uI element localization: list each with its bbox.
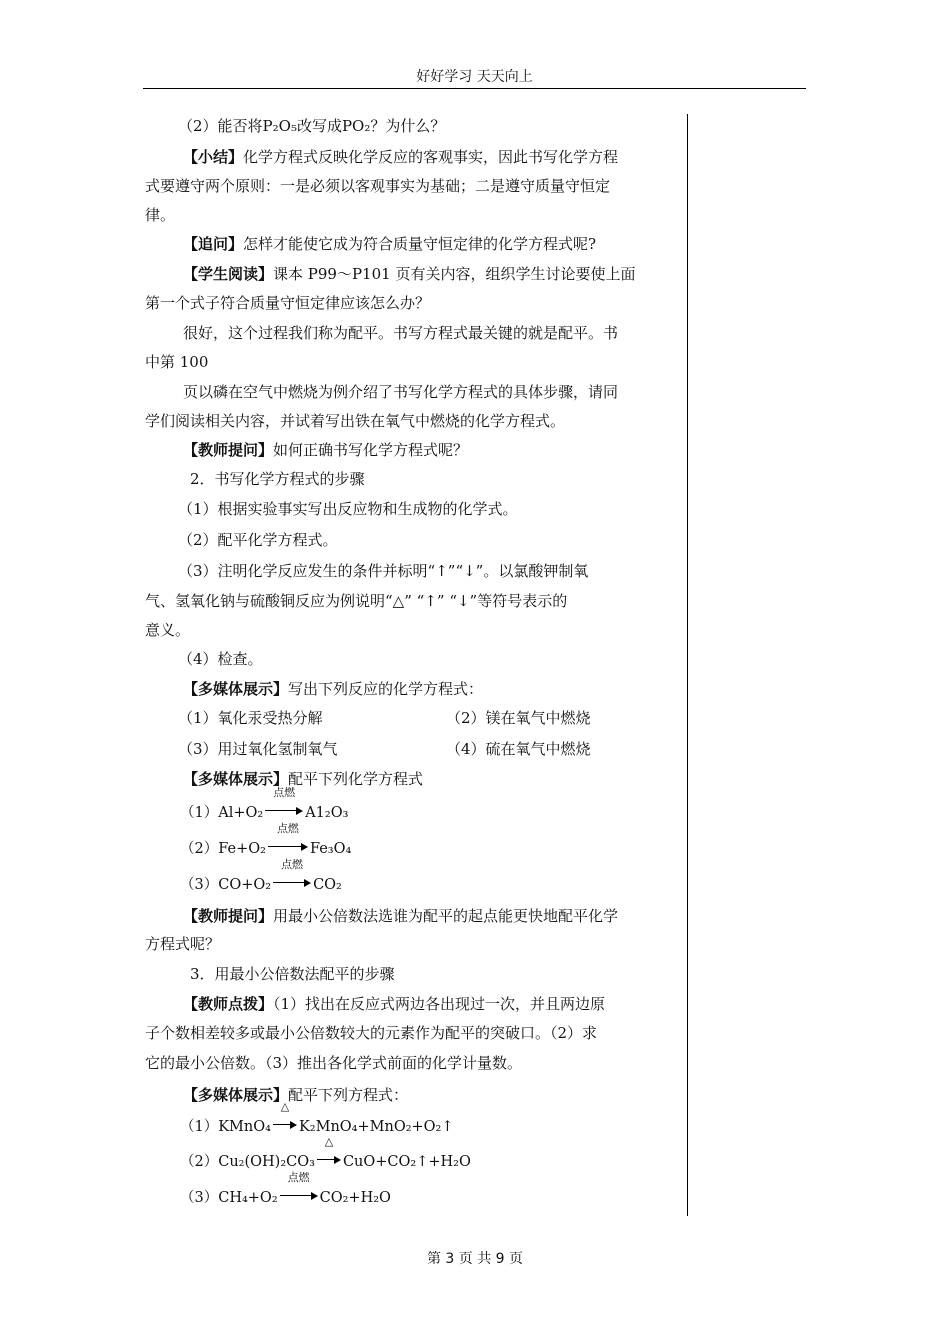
- exercise-4: （4）硫在氧气中燃烧: [446, 740, 591, 758]
- equation-co-o2-right: CO₂: [313, 877, 342, 893]
- teacher-guidance-line-2: 子个数相差较多或最小公倍数较大的元素作为配平的突破口。（2）求: [145, 1024, 598, 1042]
- equation-fe-o2-arrow: [268, 822, 308, 859]
- teacher-question-1-text: 如何正确书写化学方程式呢？: [273, 441, 469, 459]
- equation-al-o2: [180, 786, 349, 823]
- step-3-line-2: 气、氢氧化钠与硫酸铜反应为例说明“△” “↑” “↓”等符号表示的: [145, 592, 568, 610]
- teacher-guidance: [183, 994, 723, 1014]
- student-reading-text: 课本 P99～P101 页有关内容，组织学生讨论要使上面: [273, 265, 636, 283]
- header-rule: [143, 88, 806, 89]
- equation-cu2oh2co3-left: （2）Cu₂(OH)₂CO₃: [180, 1154, 315, 1170]
- followup-paragraph: [183, 234, 723, 254]
- multimedia-3-tag: 【多媒体展示】: [183, 1086, 289, 1104]
- teacher-question-1: [183, 440, 723, 460]
- equation-co-o2-arrow: [273, 858, 311, 895]
- equation-kmno4-right: K₂MnO₄+MnO₂+O₂↑: [298, 1119, 454, 1135]
- multimedia-3-text: 配平下列方程式：: [288, 1086, 409, 1104]
- equation-cu2oh2co3-condition: △: [324, 1135, 334, 1148]
- multimedia-2-text: 配平下列化学方程式: [288, 770, 424, 788]
- step-2: （2）配平化学方程式。: [178, 531, 338, 549]
- equation-ch4-o2-left: （3）CH₄+O₂: [180, 1190, 278, 1206]
- reaction-arrow-icon: [268, 843, 308, 851]
- equation-ch4-o2-arrow: [280, 1171, 318, 1208]
- multimedia-2-tag: 【多媒体展示】: [183, 770, 289, 788]
- page-header-title: 好好学习 天天向上: [416, 69, 533, 85]
- teacher-guidance-text: （1）找出在反应式两边各出现过一次，并且两边原: [273, 995, 606, 1013]
- section-heading-2: 2．书写化学方程式的步骤: [190, 470, 365, 488]
- equation-kmno4-arrow: [273, 1100, 297, 1137]
- step-4: （4）检查。: [178, 650, 263, 668]
- equation-cu2oh2co3-right: CuO+CO₂↑+H₂O: [342, 1154, 471, 1170]
- equation-ch4-o2-condition: 点燃: [287, 1171, 310, 1184]
- equation-co-o2: [180, 858, 342, 895]
- equation-fe-o2: [180, 822, 352, 859]
- summary-tag: 【小结】: [183, 148, 244, 166]
- summary-paragraph: [183, 147, 723, 167]
- followup-tag: 【追问】: [183, 235, 244, 253]
- reaction-arrow-icon: [265, 807, 303, 815]
- multimedia-3: [183, 1085, 723, 1105]
- exercise-3: （3）用过氧化氢制氧气: [178, 740, 338, 758]
- equation-al-o2-right: A1₂O₃: [305, 805, 349, 821]
- equation-ch4-o2-right: CO₂+H₂O: [319, 1190, 391, 1206]
- summary-line-3: 律。: [145, 206, 176, 224]
- student-reading-tag: 【学生阅读】: [183, 265, 274, 283]
- teacher-guidance-tag: 【教师点拨】: [183, 995, 274, 1013]
- equation-al-o2-condition: 点燃: [273, 786, 296, 799]
- equation-al-o2-left: （1）Al+O₂: [180, 805, 264, 821]
- step-3-line-3: 意义。: [145, 621, 191, 639]
- equation-kmno4-left: （1）KMnO₄: [180, 1119, 271, 1135]
- equation-fe-o2-condition: 点燃: [276, 822, 299, 835]
- teacher-question-2-line-2: 方程式呢？: [145, 935, 221, 953]
- reaction-arrow-icon: [280, 1192, 318, 1200]
- followup-text: 怎样才能使它成为符合质量守恒定律的化学方程式呢?: [243, 235, 597, 253]
- balancing-line-4: 学们阅读相关内容，并试着写出铁在氧气中燃烧的化学方程式。: [145, 412, 566, 430]
- equation-kmno4: [180, 1100, 454, 1137]
- reaction-arrow-icon: [317, 1156, 341, 1164]
- multimedia-1: [183, 679, 723, 699]
- exercise-1: （1）氧化汞受热分解: [178, 709, 323, 727]
- balancing-paragraph: 很好，这个过程我们称为配平。书写方程式最关键的就是配平。书: [183, 324, 619, 342]
- section-heading-3: 3．用最小公倍数法配平的步骤: [190, 965, 395, 983]
- page-number-footer: 第 3 页 共 9 页: [426, 1251, 524, 1267]
- equation-co-o2-left: （3）CO+O₂: [180, 877, 272, 893]
- equation-cu2oh2co3-arrow: [317, 1135, 341, 1172]
- student-reading-line-2: 第一个式子符合质量守恒定律应该怎么办？: [145, 294, 431, 312]
- step-1: （1）根据实验事实写出反应物和生成物的化学式。: [178, 500, 518, 518]
- equation-al-o2-arrow: [265, 786, 303, 823]
- teacher-question-2: [183, 906, 723, 926]
- exercise-2: （2）镁在氧气中燃烧: [446, 709, 591, 727]
- student-reading-paragraph: [183, 264, 723, 284]
- equation-ch4-o2: [180, 1171, 391, 1208]
- question-p2o5: （2）能否将P₂O₅改写成PO₂？为什么？: [178, 117, 446, 135]
- balancing-line-2: 中第 100: [145, 353, 209, 371]
- equation-co-o2-condition: 点燃: [281, 858, 304, 871]
- multimedia-1-text: 写出下列反应的化学方程式：: [288, 680, 484, 698]
- multimedia-1-tag: 【多媒体展示】: [183, 680, 289, 698]
- reaction-arrow-icon: [273, 1121, 297, 1129]
- equation-cu2oh2co3: [180, 1135, 471, 1172]
- teacher-guidance-line-3: 它的最小公倍数。（3）推出各化学式前面的化学计量数。: [145, 1054, 523, 1072]
- teacher-question-1-tag: 【教师提问】: [183, 441, 274, 459]
- summary-line-2: 式要遵守两个原则：一是必须以客观事实为基础；二是遵守质量守恒定: [145, 177, 611, 195]
- teacher-question-2-text: 用最小公倍数法选谁为配平的起点能更快地配平化学: [273, 907, 619, 925]
- equation-fe-o2-right: Fe₃O₄: [309, 841, 352, 857]
- step-3: （3）注明化学反应发生的条件并标明“↑”“↓”。以氯酸钾制氧: [178, 562, 589, 580]
- multimedia-2: [183, 769, 723, 789]
- teacher-question-2-tag: 【教师提问】: [183, 907, 274, 925]
- equation-kmno4-condition: △: [280, 1100, 290, 1113]
- reaction-arrow-icon: [273, 879, 311, 887]
- equation-fe-o2-left: （2）Fe+O₂: [180, 841, 266, 857]
- summary-text: 化学方程式反映化学反应的客观事实，因此书写化学方程: [243, 148, 619, 166]
- balancing-line-3: 页以磷在空气中燃烧为例介绍了书写化学方程式的具体步骤，请同: [183, 383, 619, 401]
